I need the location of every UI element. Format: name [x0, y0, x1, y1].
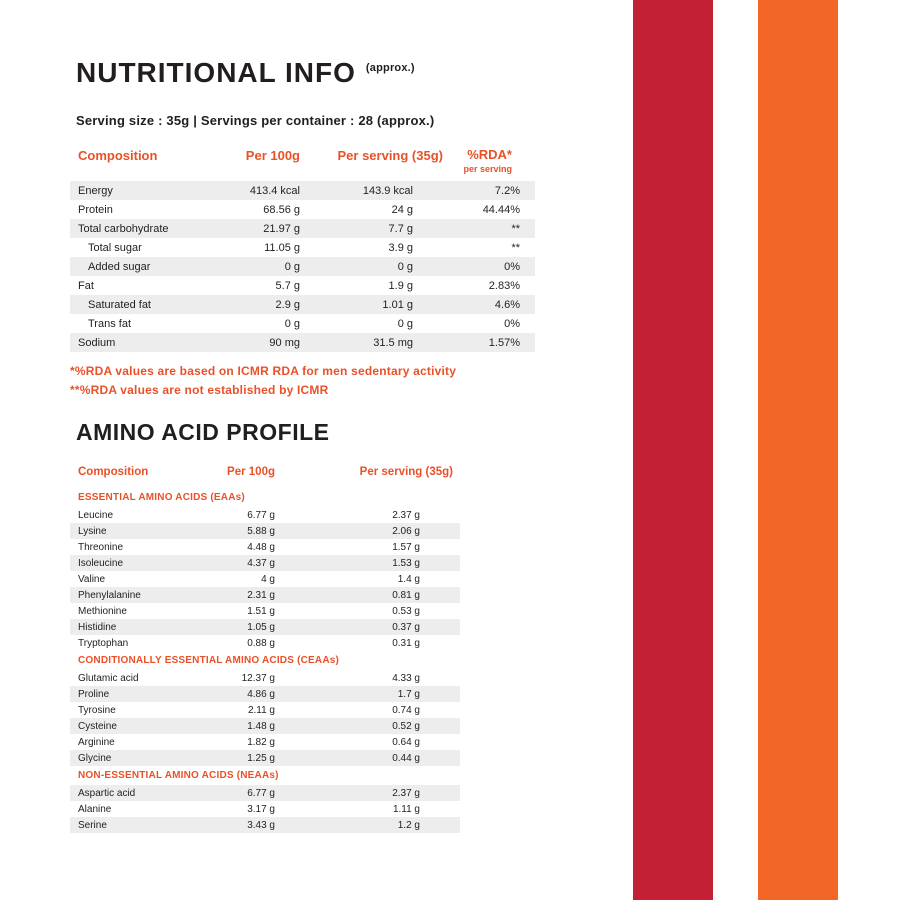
per-serving-value: 0.81 g — [392, 589, 420, 601]
amino-acid-profile-title: AMINO ACID PROFILE — [76, 419, 330, 445]
nutrition-header-per-serving: Per serving (35g) — [337, 148, 443, 163]
nutrient-name: Protein — [78, 203, 113, 216]
amino-name: Alanine — [78, 803, 112, 815]
red-stripe — [633, 0, 713, 900]
per-100g-value: 90 mg — [269, 336, 300, 349]
nutrient-name: Energy — [78, 184, 113, 197]
nutrition-row — [70, 238, 535, 257]
amino-name: Tyrosine — [78, 704, 116, 716]
amino-row — [70, 734, 460, 750]
amino-row — [70, 750, 460, 766]
orange-stripe — [758, 0, 838, 900]
amino-row — [70, 686, 460, 702]
amino-row — [70, 587, 460, 603]
per-serving-value: 0.37 g — [392, 621, 420, 633]
rda-footnotes — [70, 362, 456, 400]
per-serving-value: 143.9 kcal — [362, 184, 413, 197]
nutrient-name: Saturated fat — [88, 298, 151, 311]
per-serving-value: 0.44 g — [392, 752, 420, 764]
per-100g-value: 2.31 g — [247, 589, 275, 601]
amino-section-header: NON-ESSENTIAL AMINO ACIDS (NEAAs) — [78, 770, 279, 781]
nutrient-name: Added sugar — [88, 260, 151, 273]
per-100g-value: 0.88 g — [247, 637, 275, 649]
amino-row — [70, 718, 460, 734]
amino-name: Glutamic acid — [78, 672, 139, 684]
nutrition-row — [70, 257, 535, 276]
amino-name: Phenylalanine — [78, 589, 141, 601]
nutrition-header-per-100g: Per 100g — [245, 148, 300, 163]
per-serving-value: 1.01 g — [382, 298, 413, 311]
nutrition-header-rda-main: %RDA* — [467, 147, 512, 162]
nutrition-header-rda-sub: per serving — [463, 164, 512, 174]
amino-row — [70, 702, 460, 718]
per-serving-value: 24 g — [391, 203, 413, 216]
amino-name: Threonine — [78, 541, 124, 553]
amino-table-header — [70, 466, 460, 478]
nutrition-row — [70, 181, 535, 200]
nutrition-table-header — [70, 148, 535, 176]
rda-footnote-1: *%RDA values are based on ICMR RDA for men sedentary activity — [70, 364, 457, 378]
nutrition-header-composition: Composition — [78, 148, 158, 163]
nutrient-name: Fat — [78, 279, 94, 292]
amino-row — [70, 507, 460, 523]
per-100g-value: 1.25 g — [247, 752, 275, 764]
amino-name: Arginine — [78, 736, 115, 748]
per-100g-value: 1.82 g — [247, 736, 275, 748]
amino-name: Isoleucine — [78, 557, 124, 569]
nutrition-row — [70, 314, 535, 333]
per-serving-value: 1.2 g — [397, 819, 420, 831]
per-serving-value: 0.53 g — [392, 605, 420, 617]
per-100g-value: 68.56 g — [263, 203, 300, 216]
per-serving-value: 7.7 g — [388, 222, 413, 235]
per-100g-value: 4.37 g — [247, 557, 275, 569]
per-100g-value: 3.17 g — [247, 803, 275, 815]
nutrition-row — [70, 219, 535, 238]
amino-row — [70, 619, 460, 635]
per-serving-value: 0 g — [397, 317, 413, 330]
amino-header-composition: Composition — [78, 466, 149, 478]
per-100g-value: 5.7 g — [275, 279, 300, 292]
per-serving-value: 1.53 g — [392, 557, 420, 569]
per-100g-value: 21.97 g — [263, 222, 300, 235]
rda-value: 2.83% — [488, 279, 520, 292]
amino-row — [70, 801, 460, 817]
rda-footnote-2: **%RDA values are not established by ICMR — [70, 383, 329, 397]
nutrition-row — [70, 333, 535, 352]
amino-name: Tryptophan — [78, 637, 129, 649]
per-serving-value: 1.57 g — [392, 541, 420, 553]
per-100g-value: 0 g — [284, 317, 300, 330]
amino-section-header: CONDITIONALLY ESSENTIAL AMINO ACIDS (CEAAs) — [78, 655, 340, 666]
amino-name: Lysine — [78, 525, 107, 537]
amino-name: Methionine — [78, 605, 127, 617]
rda-value: 4.6% — [494, 298, 520, 311]
nutrition-table-body — [70, 181, 535, 352]
rda-value: ** — [511, 222, 520, 235]
page-title — [76, 58, 415, 88]
per-100g-value: 3.43 g — [247, 819, 275, 831]
amino-row — [70, 670, 460, 686]
amino-header-per-serving: Per serving (35g) — [359, 466, 453, 478]
rda-value: 0% — [504, 317, 520, 330]
per-serving-value: 0 g — [397, 260, 413, 273]
amino-row — [70, 539, 460, 555]
per-serving-value: 2.37 g — [392, 509, 420, 521]
per-100g-value: 5.88 g — [247, 525, 275, 537]
per-100g-value: 1.05 g — [247, 621, 275, 633]
amino-name: Histidine — [78, 621, 117, 633]
rda-value: 1.57% — [488, 336, 520, 349]
rda-value: ** — [511, 241, 520, 254]
per-serving-value: 2.06 g — [392, 525, 420, 537]
per-100g-value: 4 g — [261, 573, 275, 585]
amino-row — [70, 555, 460, 571]
nutrient-name: Trans fat — [88, 317, 131, 330]
nutrition-row — [70, 200, 535, 219]
amino-row — [70, 523, 460, 539]
per-serving-value: 3.9 g — [388, 241, 413, 254]
per-serving-value: 1.4 g — [397, 573, 420, 585]
rda-value: 0% — [504, 260, 520, 273]
page-title-text: NUTRITIONAL INFO — [76, 57, 356, 88]
amino-name: Glycine — [78, 752, 112, 764]
per-serving-value: 0.64 g — [392, 736, 420, 748]
per-100g-value: 413.4 kcal — [249, 184, 300, 197]
per-serving-value: 1.7 g — [397, 688, 420, 700]
per-serving-value: 0.31 g — [392, 637, 420, 649]
page-title-approx: (approx.) — [365, 62, 415, 74]
per-100g-value: 4.48 g — [247, 541, 275, 553]
per-serving-value: 4.33 g — [392, 672, 420, 684]
serving-info: Serving size : 35g | Servings per container : 28 (approx.) — [76, 113, 435, 128]
amino-name: Serine — [78, 819, 107, 831]
per-serving-value: 2.37 g — [392, 787, 420, 799]
amino-header-per-100g: Per 100g — [227, 466, 275, 478]
per-100g-value: 1.51 g — [247, 605, 275, 617]
per-100g-value: 4.86 g — [247, 688, 275, 700]
rda-value: 44.44% — [482, 203, 520, 216]
per-serving-value: 31.5 mg — [373, 336, 413, 349]
amino-name: Aspartic acid — [78, 787, 136, 799]
per-100g-value: 12.37 g — [241, 672, 275, 684]
per-100g-value: 2.11 g — [247, 704, 275, 716]
amino-row — [70, 603, 460, 619]
per-100g-value: 1.48 g — [247, 720, 275, 732]
amino-row — [70, 817, 460, 833]
amino-row — [70, 635, 460, 651]
per-serving-value: 0.52 g — [392, 720, 420, 732]
per-100g-value: 0 g — [284, 260, 300, 273]
per-serving-value: 1.11 g — [392, 803, 420, 815]
per-serving-value: 0.74 g — [392, 704, 420, 716]
amino-row — [70, 785, 460, 801]
nutrient-name: Total sugar — [88, 241, 142, 254]
amino-section-header: ESSENTIAL AMINO ACIDS (EAAs) — [78, 492, 245, 503]
amino-name: Valine — [78, 573, 106, 585]
amino-table-body — [70, 488, 460, 833]
amino-row — [70, 571, 460, 587]
amino-name: Proline — [78, 688, 110, 700]
amino-name: Leucine — [78, 509, 114, 521]
rda-value: 7.2% — [494, 184, 520, 197]
nutrition-row — [70, 295, 535, 314]
amino-name: Cysteine — [78, 720, 117, 732]
per-100g-value: 11.05 g — [264, 241, 300, 254]
per-serving-value: 1.9 g — [388, 279, 413, 292]
per-100g-value: 6.77 g — [247, 787, 275, 799]
nutrition-row — [70, 276, 535, 295]
per-100g-value: 2.9 g — [275, 298, 300, 311]
nutrient-name: Sodium — [78, 336, 116, 349]
nutrient-name: Total carbohydrate — [78, 222, 169, 235]
per-100g-value: 6.77 g — [247, 509, 275, 521]
